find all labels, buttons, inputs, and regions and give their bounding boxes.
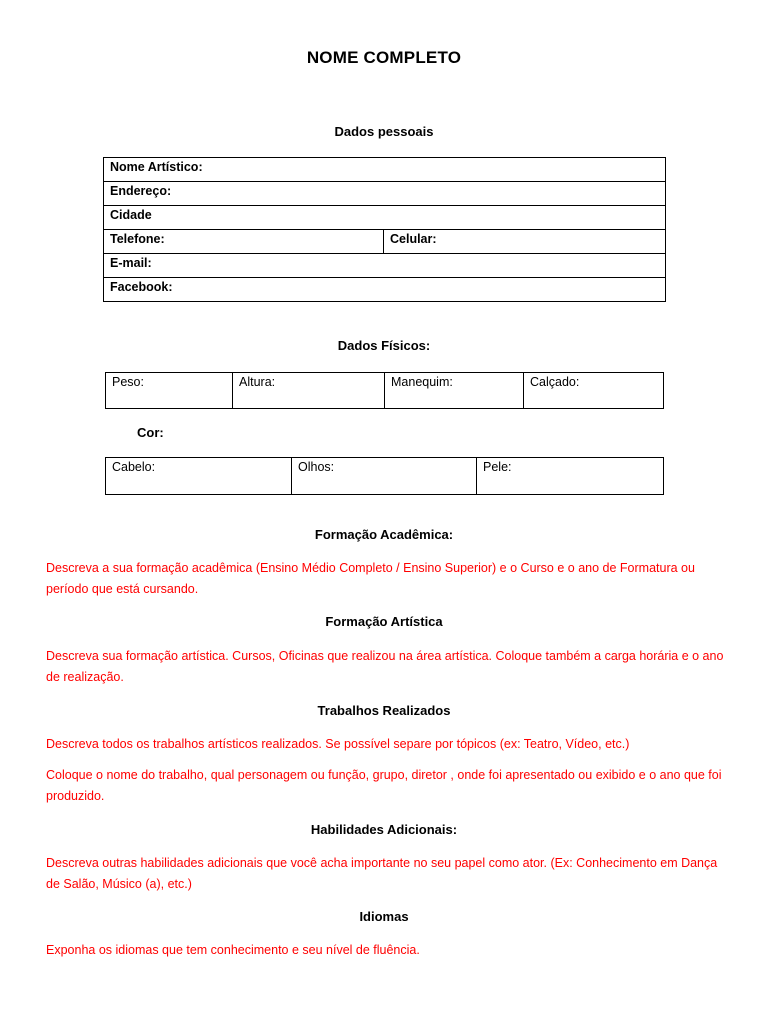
table-row — [104, 278, 666, 302]
color-table — [105, 457, 664, 495]
address-field[interactable]: Endereço: — [104, 182, 666, 206]
skills-heading: Habilidades Adicionais: — [310, 822, 458, 837]
works-instructions-2: Coloque o nome do trabalho, qual personagem ou função, grupo, diretor , onde foi apresentado ou exibido e o ano que foi produzido. — [46, 768, 722, 803]
phone-field[interactable]: Telefone: — [104, 230, 384, 254]
table-row — [104, 230, 666, 254]
table-row — [104, 182, 666, 206]
table-row — [104, 254, 666, 278]
table-row — [106, 373, 664, 409]
page-title: NOME COMPLETO — [306, 48, 462, 67]
personal-data-heading: Dados pessoais — [334, 124, 434, 139]
color-label: Cor: — [137, 425, 164, 440]
city-field[interactable]: Cidade — [104, 206, 666, 230]
academic-instructions: Descreva a sua formação acadêmica (Ensino Médio Completo / Ensino Superior) e o Curso e o ano de Formatura ou período que está cursando. — [46, 561, 695, 596]
personal-data-table — [103, 157, 666, 302]
mobile-field[interactable]: Celular: — [384, 230, 666, 254]
height-field[interactable]: Altura: — [233, 373, 385, 409]
skills-instructions: Descreva outras habilidades adicionais que você acha importante no seu papel como ator. (Ex: Conhecimento em Dança de Salão, Músico (a), etc.) — [46, 856, 718, 891]
table-row — [104, 206, 666, 230]
artistic-heading: Formação Artística — [325, 614, 443, 629]
languages-instructions: Exponha os idiomas que tem conhecimento e seu nível de fluência. — [46, 943, 420, 957]
skin-field[interactable]: Pele: — [477, 458, 664, 495]
email-field[interactable]: E-mail: — [104, 254, 666, 278]
table-row — [104, 158, 666, 182]
weight-field[interactable]: Peso: — [106, 373, 233, 409]
physical-data-heading: Dados Físicos: — [337, 338, 431, 353]
works-instructions-1: Descreva todos os trabalhos artísticos realizados. Se possível separe por tópicos (ex: Teatro, Vídeo, etc.) — [46, 737, 630, 751]
artistic-name-field[interactable]: Nome Artístico: — [104, 158, 666, 182]
academic-heading: Formação Acadêmica: — [314, 527, 454, 542]
size-field[interactable]: Manequim: — [385, 373, 524, 409]
shoe-field[interactable]: Calçado: — [524, 373, 664, 409]
works-heading: Trabalhos Realizados — [317, 703, 451, 718]
eyes-field[interactable]: Olhos: — [292, 458, 477, 495]
hair-field[interactable]: Cabelo: — [106, 458, 292, 495]
languages-heading: Idiomas — [359, 909, 409, 924]
table-row — [106, 458, 664, 495]
artistic-instructions: Descreva sua formação artística. Cursos, Oficinas que realizou na área artística. Coloque também a carga horária e o ano de realização. — [46, 649, 724, 684]
physical-data-table — [105, 372, 664, 409]
facebook-field[interactable]: Facebook: — [104, 278, 666, 302]
